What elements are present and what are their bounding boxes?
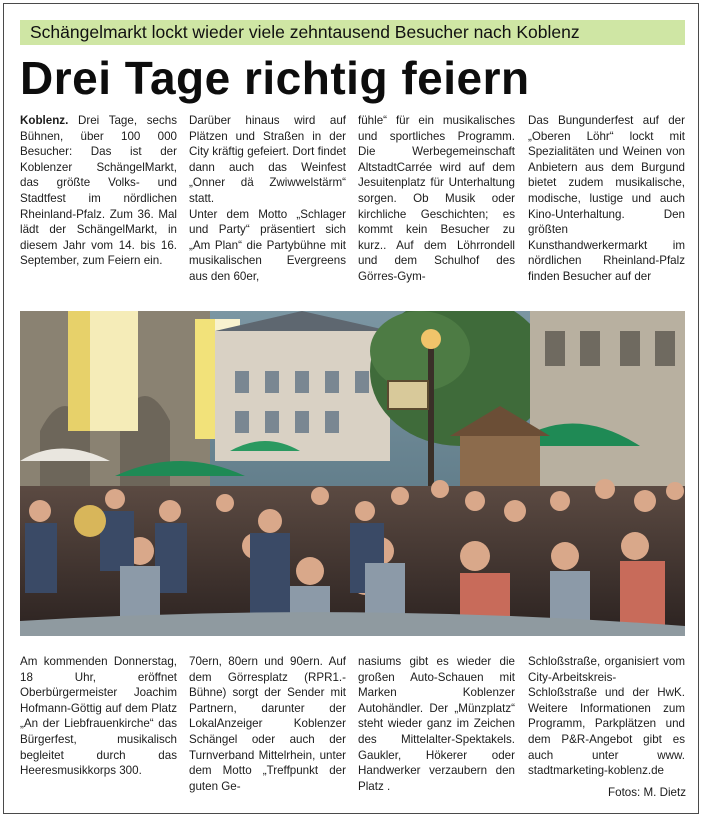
column-4-text: Das Bungunderfest auf der „Oberen Löhr“ lockt mit Spezialitäten und Weinen von Anbietern aus dem Burgund bietet zudem musikalische, modische, lustige und auch Kino-Unterhaltung. Den größten Kunsthandwerkermarkt im nördlichen Rheinland-Pfalz finden Besucher auf der — [528, 114, 685, 283]
town-house — [215, 331, 390, 461]
article-column-3 — [358, 113, 515, 295]
photo-credit: Fotos: M. Dietz — [608, 786, 686, 799]
column-3-text: fühle“ für ein musikalisches und sportliches Programm. Die Werbegemeinschaft AltstadtCarrée wird auf dem Jesuitenplatz für Unterhaltung sorgen. Ob Musik oder kirchliche Geschichten; es kommt kein Besucher zu kurz.. Auf dem Löhrrondell und dem Schulhof des Görres-Gym- — [358, 114, 515, 283]
article-column-8 — [528, 654, 685, 782]
tuba — [74, 505, 106, 537]
column-1-text: Drei Tage, sechs Bühnen, über 100 000 Besucher: Das ist der Koblenzer SchängelMarkt, das größte Volks- und Stadtfest im nördlichen Rheinland-Pfalz. Zum 36. Mal lädt der SchängelMarkt, in diesem Jahr vom 14. bis 16. September, zum Feiern ein. — [20, 114, 177, 268]
column-7-text: nasiums gibt es wieder die großen Auto-Schauen mit Marken Koblenzer Autohändler. Der „Münzplatz“ steht wieder ganz im Zeichen des Mittelalter-Spektakels. Gaukler, Hökerer oder Handwerker verzaubern den Platz . — [358, 655, 515, 793]
article-column-6 — [189, 654, 346, 804]
festival-photo — [20, 311, 685, 636]
article-column-1 — [20, 113, 177, 295]
article-column-4 — [528, 113, 685, 295]
column-6-text: 70ern, 80ern und 90ern. Auf dem Görresplatz (RPR1.-Bühne) sorgt der Sender mit Partnern, darunter der LokalAnzeiger Koblenzer Schängel oder auch der Turnverband Mittelrhein, unter dem Motto „Treffpunkt der guten Ge- — [189, 655, 346, 793]
market-sign — [388, 381, 428, 409]
article-column-2 — [189, 113, 346, 295]
article-headline: Drei Tage richtig feiern — [20, 52, 530, 104]
column-5-text: Am kommenden Donnerstag, 18 Uhr, eröffnet Oberbürgermeister Joachim Hofmann-Göttig auf dem Platz „An der Liebfrauenkirche“ das Bürgerfest, musikalisch begleitet durch das Heeresmusikkorps 300. — [20, 655, 177, 778]
dateline: Koblenz. — [20, 114, 69, 127]
article-column-7 — [358, 654, 515, 804]
article-column-5 — [20, 654, 177, 804]
column-2-paragraph-b: Unter dem Motto „Schlager und Party“ präsentiert sich „Am Plan“ die Partybühne mit musikalischen Evergreens aus den 60er, — [189, 207, 346, 283]
column-2-paragraph-a: Darüber hinaus wird auf Plätzen und Straßen in der City kräftig gefeiert. Dort findet dann auch das Weinfest „Onner dä Zwiwwelstärm“ statt. — [189, 114, 346, 205]
article-kicker: Schängelmarkt lockt wieder viele zehntausend Besucher nach Koblenz — [20, 20, 685, 45]
column-8-text: Schloßstraße, organisiert vom City-Arbeitskreis-Schloßstraße und der HwK. Weitere Informationen zum Programm, Parkplätzen und dem P&R-Angebot gibt es auch unter www. stadtmarketing-koblenz.de — [528, 655, 685, 778]
